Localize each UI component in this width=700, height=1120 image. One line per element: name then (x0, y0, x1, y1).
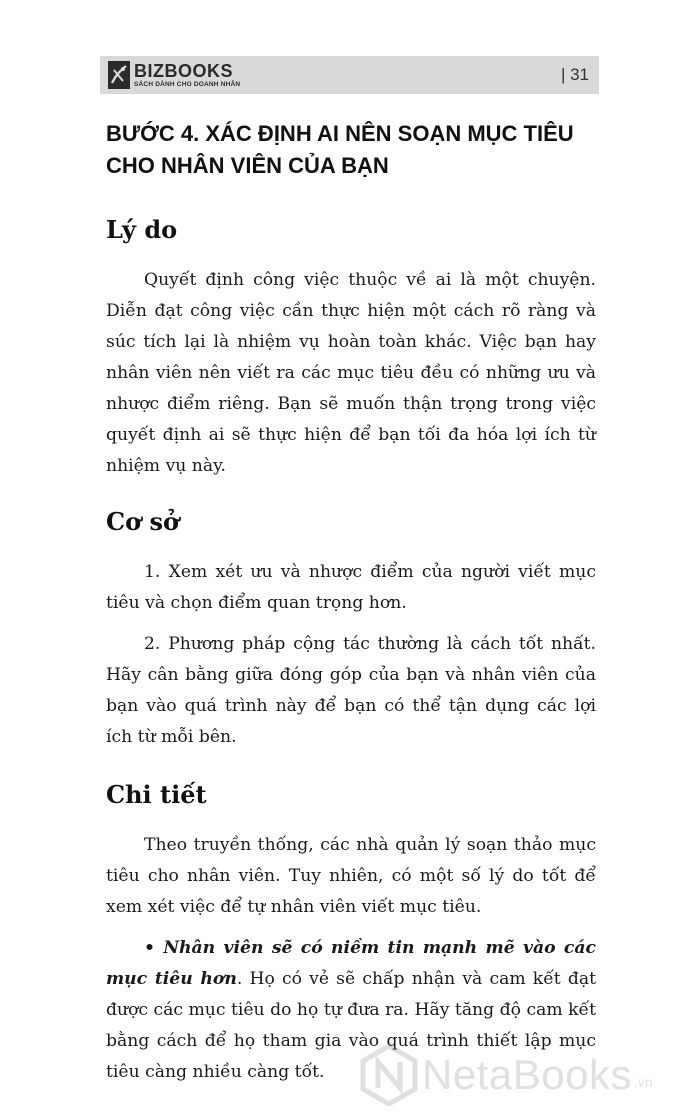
basis-heading: Cơ sở (106, 507, 179, 536)
bizbooks-logo-icon (108, 61, 130, 89)
page-number: | 31 (560, 65, 589, 84)
watermark-suffix: .vn (633, 1074, 653, 1090)
bizbooks-logo (108, 60, 240, 90)
page-content (106, 118, 596, 1088)
logo-tagline: SÁCH DÀNH CHO DOANH NHÂN (134, 80, 241, 88)
detail-paragraph: Theo truyền thống, các nhà quản lý soạn thảo mục tiêu cho nhân viên. Tuy nhiên, có một số lý do tốt để xem xét việc để tự nhân viên viết mục tiêu. (106, 835, 596, 917)
step-title-line2: CHO NHÂN VIÊN CỦA BẠN (106, 153, 389, 178)
netabooks-logo-icon (360, 1044, 418, 1106)
netabooks-watermark (360, 1044, 653, 1106)
detail-heading: Chi tiết (106, 780, 207, 809)
basis-item-2: 2. Phương pháp cộng tác thường là cách tốt nhất. Hãy cân bằng giữa đóng góp của bạn và nhân viên của bạn vào quá trình này để bạn có thể tận dụng các lợi ích từ mỗi bên. (106, 634, 596, 747)
detail-bullet-emphasis: • Nhân viên sẽ có niềm tin mạnh mẽ vào các mục tiêu hơn (106, 938, 596, 989)
detail-bullet-text: . Họ có vẻ sẽ chấp nhận và cam kết đạt được các mục tiêu do họ tự đưa ra. Hãy tăng độ cam kết bằng cách để họ tham gia vào quá trình thiết lập mục tiêu càng nhiều càng tốt. (106, 969, 596, 1082)
watermark-brand: NetaBooks (422, 1051, 632, 1098)
reason-paragraph: Quyết định công việc thuộc về ai là một chuyện. Diễn đạt công việc cần thực hiện một cách rõ ràng và súc tích lại là nhiệm vụ hoàn toàn khác. Việc bạn hay nhân viên nên viết ra các mục tiêu đều có những ưu và nhược điểm riêng. Bạn sẽ muốn thận trọng trong việc quyết định ai sẽ thực hiện để bạn tối đa hóa lợi ích từ nhiệm vụ này. (106, 270, 596, 476)
logo-name: BIZBOOKS (134, 60, 234, 81)
step-title (106, 118, 596, 182)
page-header (100, 56, 599, 94)
basis-item-1: 1. Xem xét ưu và nhược điểm của người viết mục tiêu và chọn điểm quan trọng hơn. (106, 562, 596, 613)
step-title-line1: BƯỚC 4. XÁC ĐỊNH AI NÊN SOẠN MỤC TIÊU (106, 121, 574, 146)
reason-heading: Lý do (106, 215, 178, 244)
